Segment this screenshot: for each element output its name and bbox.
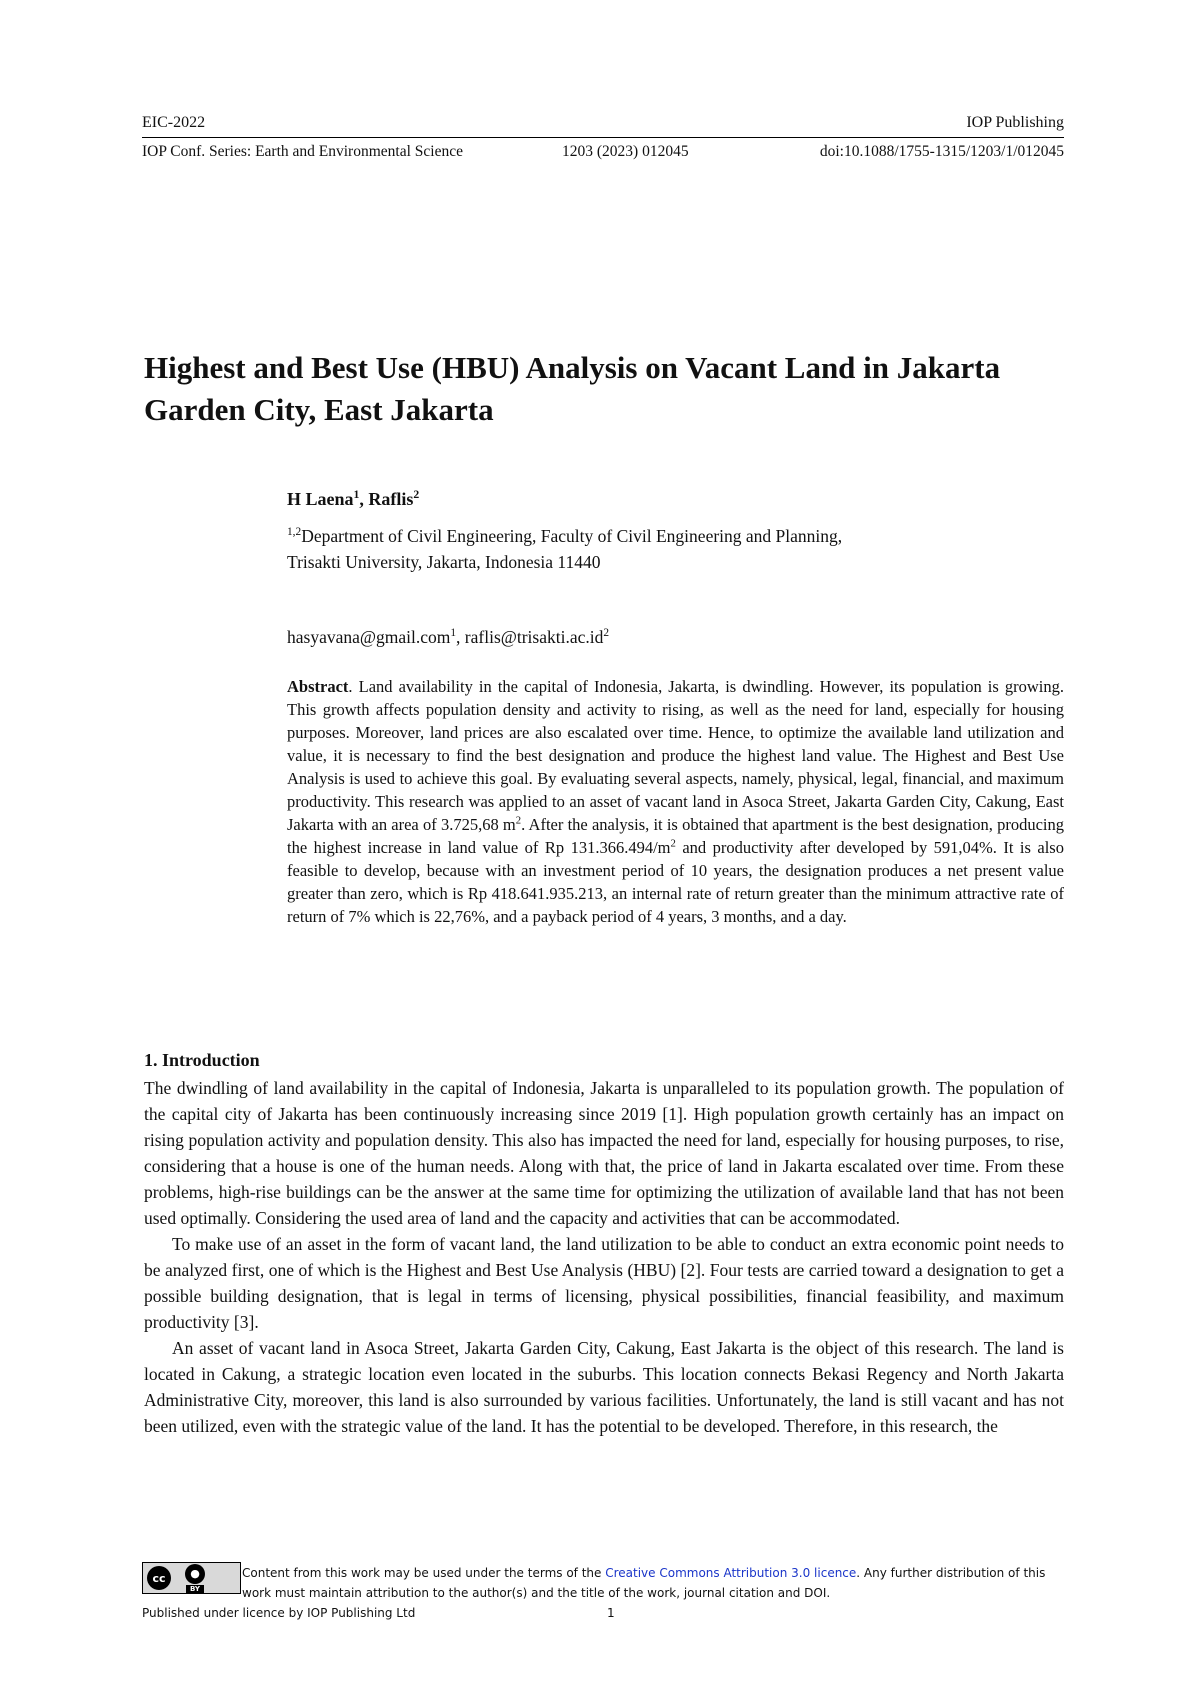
author-list [287,489,419,510]
author-separator: , [359,489,369,509]
abstract-text: . After the analysis, it is obtained that apartment is the best designation, producing the highest increase in land value of Rp 131.366.494/m [287,815,1064,857]
volume-info: 1203 (2023) 012045 [562,143,689,160]
author-affil-mark: 1 [353,488,360,501]
paragraph: An asset of vacant land in Asoca Street, Jakarta Garden City, Cakung, East Jakarta is the object of this research. The land is located in Cakung, a strategic location even located in the suburbs. This location connects Bekasi Regency and North Jakarta Administrative City, moreover, this land is also surrounded by various facilities. Unfortunately, the land is still vacant and has not been utilized, even with the strategic value of the land. It has the potential to be developed. Therefore, in this research, the [144,1338,1064,1436]
publisher-name: IOP Publishing [966,114,1064,131]
paragraph: To make use of an asset in the form of vacant land, the land utilization to be able to conduct an extra economic point needs to be analyzed first, one of which is the Highest and Best Use Analysis (HBU) [2]. Four tests are carried toward a designation to get a possible building designation, that is legal in terms of licensing, physical possibilities, financial feasibility, and maximum productivity [3]. [144,1234,1064,1332]
email-link[interactable]: hasyavana@gmail.com [287,627,451,647]
email-separator: , [456,627,465,647]
abstract-text: . Land availability in the capital of Indonesia, Jakarta, is dwindling. However, its population is growing. This growth affects population density and activity to rising, as well as the need for land, especially for housing purposes. Moreover, land prices are also escalated over time. Hence, to optimize the available land utilization and value, it is necessary to find the best designation and produce the highest land value. The Highest and Best Use Analysis is used to achieve this goal. By evaluating several aspects, namely, physical, legal, financial, and maximum productivity. This research was applied to an asset of vacant land in Asoca Street, Jakarta Garden City, Cakung, East Jakarta with an area of 3.725,68 m [287,677,1064,834]
email-mark: 2 [603,627,610,640]
abstract-sup: 2 [515,814,522,827]
license-text: . Any further distribution of this work must maintain attribution to the author(s) and the title of the work, journal citation and DOI. [242,1566,1046,1600]
running-header [142,114,1064,132]
license-notice [242,1563,1064,1603]
abstract [287,675,1064,928]
section-body [144,1075,1064,1439]
abstract-text: and productivity after developed by 591,04%. It is also feasible to develop, because with an investment period of 10 years, the designation produces a net present value greater than zero, which is Rp 418.641.935.213, an internal rate of return greater than the minimum attractive rate of return of 7% which is 22,76%, and a payback period of 4 years, 3 months, and a day. [287,838,1064,926]
affiliation-mark: 1,2 [287,526,302,539]
author-name: H Laena [287,489,354,509]
abstract-label: Abstract [287,677,349,696]
license-text: Content from this work may be used under the terms of the [242,1566,606,1580]
paragraph: The dwindling of land availability in the capital of Indonesia, Jakarta is unparalleled to its population growth. The population of the capital city of Jakarta has been continuously increasing since 2019 [1]. High population growth certainly has an impact on rising population activity and population density. This also has impacted the need for land, especially for housing purposes, to rise, considering that a house is one of the human needs. Along with that, the price of land in Jakarta escalated over time. From these problems, high-rise buildings can be the answer at the same time for optimizing the utilization of available land that has not been used optimally. Considering the used area of land and the capacity and activities that can be accommodated. [144,1078,1064,1228]
email-mark: 1 [450,627,457,640]
license-link[interactable]: Creative Commons Attribution 3.0 licence [605,1566,857,1580]
person-icon: ● [185,1564,205,1584]
author-affil-mark: 2 [413,488,420,501]
series-name: IOP Conf. Series: Earth and Environmental Science [142,143,463,160]
affiliation-line: Trisakti University, Jakarta, Indonesia 11440 [287,552,601,572]
author-emails [287,627,609,648]
by-label: BY [186,1585,204,1593]
email-link[interactable]: raflis@trisakti.ac.id [464,627,604,647]
paper-title: Highest and Best Use (HBU) Analysis on Vacant Land in Jakarta Garden City, East Jakarta [144,350,1001,427]
doi[interactable]: doi:10.1088/1755-1315/1203/1/012045 [819,143,1064,160]
publisher-notice: Published under licence by IOP Publishing Ltd [142,1606,416,1620]
cc-license-badge[interactable] [142,1562,241,1594]
section-heading: 1. Introduction [144,1050,260,1070]
affiliation [287,523,1007,575]
series-line [142,143,1064,161]
header-divider [142,137,1064,138]
cc-icon: cc [147,1566,171,1590]
author-name: Raflis [368,489,414,509]
page-number: 1 [607,1606,615,1620]
abstract-sup: 2 [670,837,676,850]
affiliation-line: Department of Civil Engineering, Faculty of Civil Engineering and Planning, [301,526,843,546]
by-icon [185,1564,205,1593]
conference-name: EIC-2022 [142,114,206,131]
